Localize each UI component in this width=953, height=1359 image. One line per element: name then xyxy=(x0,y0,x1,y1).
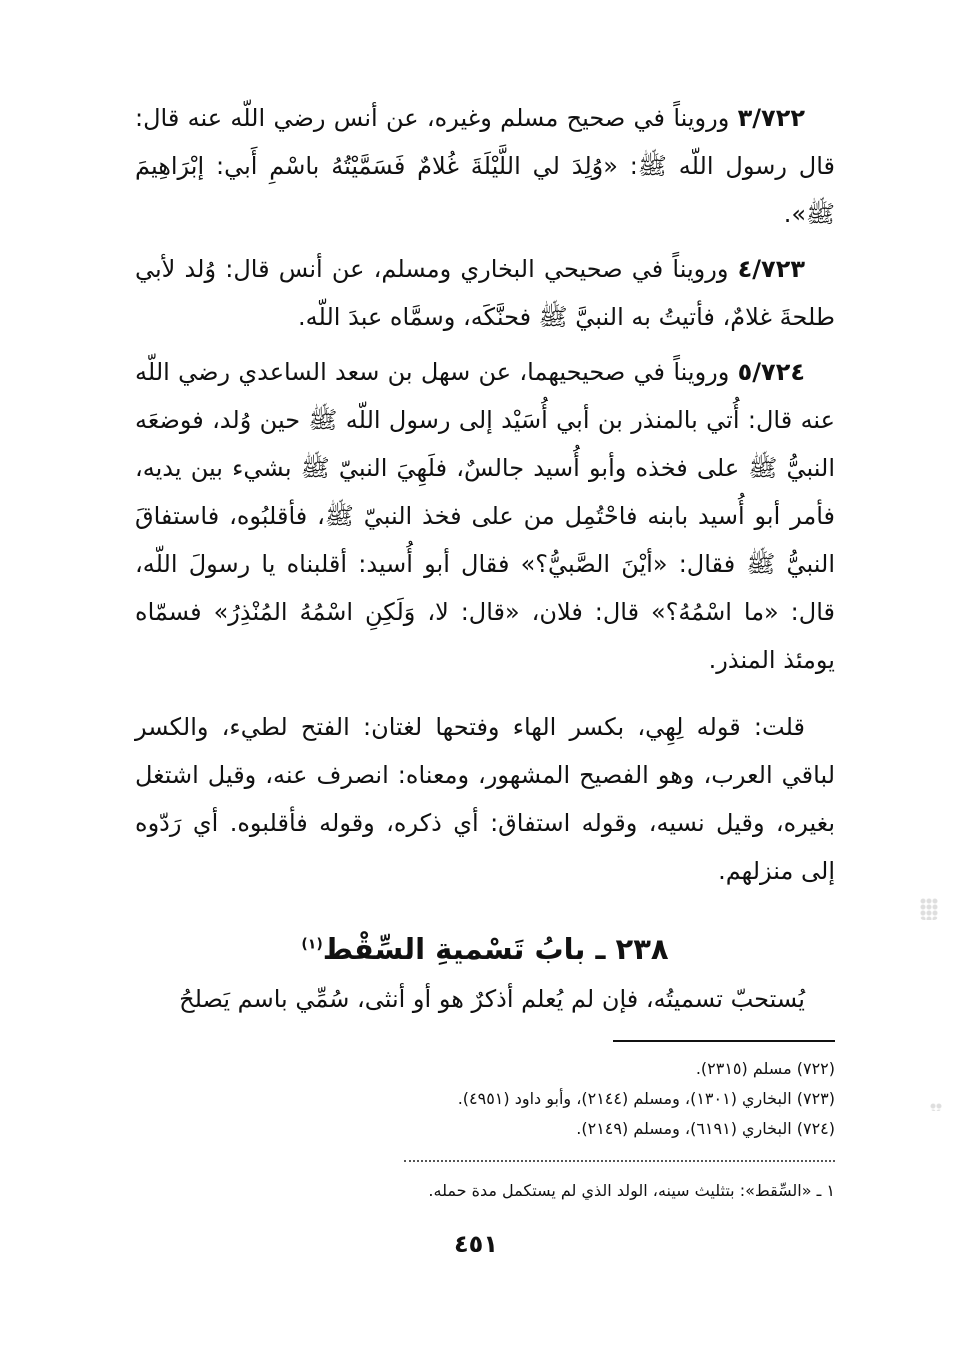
footnote-722: (٧٢٢) مسلم (٢٣١٥). xyxy=(695,1059,835,1078)
heading-text: ٢٣٨ ـ بابُ تَسْميةِ السِّقْط xyxy=(322,932,669,966)
footnote-note-1: ١ ـ «السِّقط»: بتثليث سينه، الولد الذي لم يستكمل مدة حمله. xyxy=(428,1181,835,1200)
author-note xyxy=(135,703,835,895)
footnote-marker: (١) xyxy=(301,936,323,953)
hadith-number: ٤/٧٢٣ xyxy=(737,255,805,283)
section-heading xyxy=(135,925,835,973)
hadith-text: ورويناً في صحيحيهما، عن سهل بن سعد الساعدي رضي اللّه عنه قال: أُتي بالمنذر بن أبي أُسَيْد إلى رسول اللّه ﷺ حين وُلد، فوضعَه النبيُّ ﷺ على فخذه وأبو أُسيد جالسٌ، فلَهِيَ النبيّ ﷺ بشيء بين يديه، فأمر أبو أُسيد بابنه فاحْتُمِل من على فخذ النبيّ ﷺ، فأقلبُوه، فاستفاقَ النبيُّ ﷺ فقال: «أيْنَ الصَّبيُّ؟» فقال أبو أُسيد: أقلبناه يا رسولَ اللّه، قال: «ما اسْمُهُ؟» قال: فلان، «قال: لا، وَلَكِنِ اسْمُهُ المُنْذِرُ» فسمّاه يومئذ المنذر. xyxy=(135,358,835,674)
footnotes xyxy=(300,1054,835,1144)
footnote-723: (٧٢٣) البخاري (١٣٠١)، ومسلم (٢١٤٤)، وأبو داود (٤٩٥١). xyxy=(457,1089,835,1108)
hadith-text: ورويناً في صحيح مسلم وغيره، عن أنس رضي اللّه عنه قال: قال رسول اللّه ﷺ: «وُلِدَ لي اللَّيْلَةَ غُلامٌ فَسَمَّيْتُهُ باسْمِ أَبي: إبْرَاهِيمَ ﷺ». xyxy=(135,104,835,228)
hadith-text: ورويناً في صحيحي البخاري ومسلم، عن أنس قال: وُلد لأبي طلحةَ غلامٌ، فأتيتُ به النبيَّ ﷺ فحنَّكَه، وسمَّاه عبدَ اللّه. xyxy=(135,255,835,331)
page-number: ٤٥١ xyxy=(454,1230,498,1258)
section-first-line: يُستحبّ تسميتُه، فإن لم يُعلم أذكرٌ هو أو أنثى، سُمِّي باسم يَصلحُ xyxy=(179,985,805,1013)
hadith-722 xyxy=(135,94,835,238)
footnote-724: (٧٢٤) البخاري (٦١٩١)، ومسلم (٢١٤٩). xyxy=(576,1119,835,1138)
hadith-number: ٥/٧٢٤ xyxy=(737,358,805,386)
note-text: قلت: قوله لِهِي، بكسر الهاء وفتحها لغتان: الفتح لطيء، والكسر لباقي العرب، وهو الفصيح المشهور، ومعناه: انصرف عنه، وقيل اشتغل بغيره، وقيل نسيه، وقوله استفاق: أي ذكره، وقوله فأقلبوه. أي رَدّوه إلى منزلهم. xyxy=(135,713,835,885)
section-intro xyxy=(135,975,835,1023)
hadith-723 xyxy=(135,245,835,341)
hadith-number: ٣/٧٢٢ xyxy=(737,104,805,132)
scan-speck xyxy=(930,1103,942,1111)
hadith-724 xyxy=(135,348,835,684)
scan-speck xyxy=(920,898,938,920)
dotted-separator xyxy=(404,1160,835,1162)
footnote-separator xyxy=(613,1040,835,1042)
